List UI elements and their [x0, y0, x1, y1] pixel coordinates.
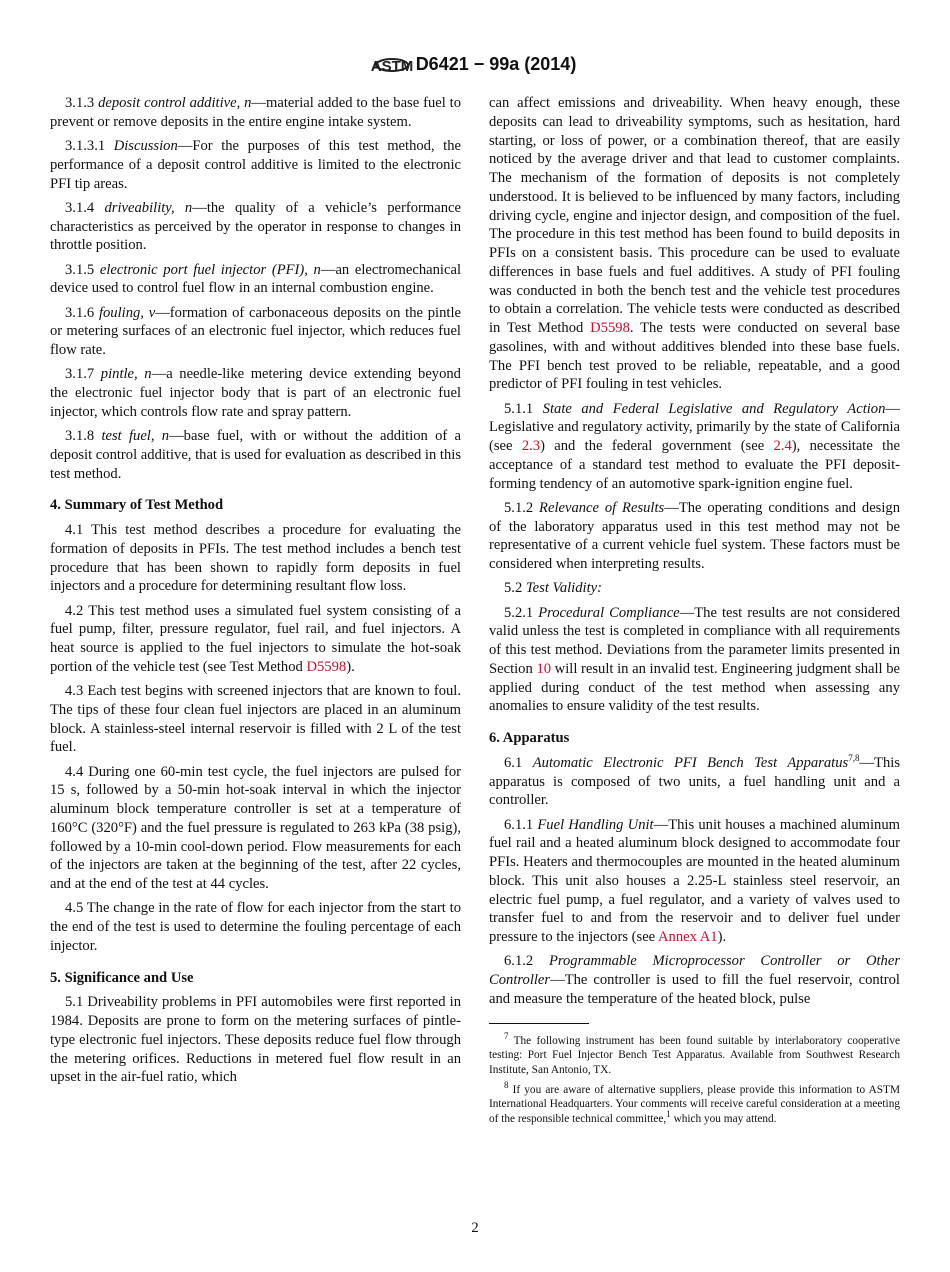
paragraph [50, 521, 461, 596]
paragraph [50, 993, 461, 1087]
text: The following instrument has been found suitable by interlaboratory cooperative testing: Port Fuel Injector Bench Test Apparatus. Available from Southwest Research Institute, San Antonio, TX. [489, 1034, 900, 1076]
paragraph [489, 499, 900, 574]
text: 4.4 During one 60-min test cycle, the fuel injectors are pulsed for 15 s, followed by a 50-min hot-soak interval in which the injector aluminum block temperature controller is set at a temperature of 160°C (320°F) and the fuel pressure is regulated to 263 kPa (38 psig), followed by a 10-min cool-down period. Flow measurements for each of the injectors are taken at the beginning of the test, after 22 cycles, and at the end of the test at 44 cycles. [50, 763, 461, 892]
text: 3.1.8 [65, 428, 102, 444]
footnote [489, 1030, 900, 1078]
paragraph [489, 754, 900, 810]
text: —Legislative and regulatory activity, primarily by the state of California (see [489, 400, 900, 454]
text: 5.2 [504, 580, 526, 597]
term: pintle, n [100, 366, 152, 383]
text: —For the purposes of this test method, the performance of a deposit control additive is limited to the electronic PFI tip areas. [50, 138, 462, 192]
text: 4.5 The change in the rate of flow for each injector from the start to the end of the test is used to determine the fouling percentage of each injector. [50, 900, 461, 954]
text: —the quality of a vehicle’s performance characteristics as perceived by the operator in response to changes in throttle position. [50, 199, 461, 254]
paragraph [489, 579, 900, 598]
superscript: 8 [504, 1079, 509, 1090]
text: . The tests were conducted on several base gasolines, with and without additives blended into these base fuels. The PFI bench test proved to be reliable, repeatable, and a good predictor of PFI fouling in test vehicles. [489, 320, 900, 393]
paragraph [489, 952, 900, 1008]
term: Automatic Electronic PFI Bench Test Apparatus [532, 754, 849, 771]
term: test fuel, n [101, 428, 170, 444]
text: which you may attend. [670, 1112, 777, 1125]
left-column [50, 94, 461, 1093]
text: 5.2.1 [504, 604, 539, 621]
page-number: 2 [471, 1220, 479, 1236]
text: ). [717, 929, 727, 945]
superscript: 7 [504, 1030, 509, 1041]
term: State and Federal Legislative and Regulatory Action [542, 400, 886, 417]
text: 3.1.5 [65, 261, 100, 278]
text: 6. Apparatus [489, 730, 570, 746]
text: 6.1.1 [504, 816, 538, 833]
text: 4.3 Each test begins with screened injectors that are known to foul. The tips of these four clean fuel injectors are placed in an aluminum block. A stainless-steel internal reservoir is filled with 2 L of the test fuel. [50, 683, 461, 756]
paragraph [489, 400, 900, 494]
term: driveability, n [104, 199, 193, 216]
text: —base fuel, with or without the addition of a deposit control additive, that is used for evaluation as described in this test method. [50, 428, 461, 482]
text: 6.1 [504, 754, 533, 771]
superscript: 1 [666, 1108, 671, 1119]
paragraph [489, 94, 900, 394]
superscript: 7,8 [848, 752, 860, 763]
term: Procedural Compliance [538, 604, 680, 621]
reference-link[interactable]: Annex A1 [658, 929, 718, 945]
text: —a needle-like metering device extending beyond the electronic fuel injector body that is part of an electronic fuel injector, which controls flow rate and spray pattern. [50, 366, 461, 420]
term: fouling, v [98, 304, 156, 321]
text: 3.1.3.1 [65, 138, 114, 154]
text: 4. Summary of Test Method [50, 497, 224, 514]
text: —material added to the base fuel to prevent or remove deposits in the entire engine intake system. [50, 95, 461, 130]
text: can affect emissions and driveability. When heavy enough, these deposits can lead to driveability symptoms, such as hesitation, hard starting, or loss of power, or a combination thereof, that are easily noticed by the average driver and that lead to customer complaints. The mechanism of the formation of deposits is not completely understood. It is believed to be influenced by many factors, including driving cycle, engine and injector design, and composition of the fuel. The procedure in this test method has been found to build deposits in PFIs on a consistent basis. This procedure can be used to evaluate differences in base fuels and fuel additives. A study of PFI fouling was conducted in both the bench test and the vehicle test procedures to obtain a correlation. The vehicle tests were conducted as described in Test Method [489, 95, 900, 336]
text: 5. Significance and Use [50, 969, 194, 986]
footnote-divider [489, 1023, 589, 1024]
paragraph [50, 199, 461, 255]
paragraph [50, 763, 461, 894]
term: Test Validity: [525, 580, 602, 597]
section-heading [50, 496, 461, 515]
text: will result in an invalid test. Engineering judgment shall be applied during conduct of the test method when assessing any anomalies to ensure validity of the test results. [489, 660, 900, 715]
astm-logo-icon [370, 50, 413, 80]
section-heading [489, 729, 900, 748]
footnotes [489, 1030, 900, 1127]
paragraph [50, 682, 461, 757]
paragraph [50, 304, 461, 360]
term: deposit control additive, n [98, 95, 252, 111]
text: —The test results are not considered valid unless the test is completed in compliance with all requirements of this test method. Deviations from the parameter limits presented in Section [489, 604, 901, 677]
text: ), necessitate the acceptance of a standard test method to evaluate the PFI deposit-forming tendency of an automotive spark-ignition engine fuel. [489, 438, 900, 492]
paragraph [50, 899, 461, 955]
text: 5.1 Driveability problems in PFI automobiles were first reported in 1984. Deposits are prone to form on the metering surfaces of pintle-type electronic fuel injectors. These deposits reduce fuel flow through the metering orifices. Reductions in metered fuel flow result in an upset in the air-fuel ratio, which [50, 994, 461, 1086]
text: 3.1.7 [65, 366, 101, 383]
designation: D6421 − 99a (2014) [415, 53, 577, 74]
reference-link[interactable]: D5598 [306, 658, 347, 675]
reference-link[interactable]: 2.4 [773, 438, 792, 454]
text: ). [346, 658, 355, 675]
term: Discussion [113, 138, 178, 154]
svg-text:ASTM: ASTM [370, 58, 413, 75]
text: 4.2 This test method uses a simulated fuel system consisting of a fuel pump, filter, pressure regulator, fuel rail, and fuel injectors. A heat source is applied to the fuel injectors to simulate the hot-soak portion of the vehicle test (see Test Method [50, 602, 461, 675]
text: 3.1.6 [65, 304, 99, 321]
paragraph [50, 94, 461, 132]
reference-link[interactable]: D5598 [590, 320, 630, 336]
text: —This apparatus is composed of two units, a fuel handling unit and a controller. [489, 754, 900, 809]
text: 3.1.3 [65, 95, 99, 111]
term: electronic port fuel injector (PFI), n [99, 261, 321, 278]
paragraph [50, 427, 461, 483]
paragraph [489, 604, 900, 717]
paragraph [50, 365, 461, 421]
term: Programmable Microprocessor Controller or Other Controller [489, 953, 900, 988]
text: —The controller is used to fill the fuel reservoir, control and measure the temperature of the heated block, pulse [489, 972, 900, 1007]
page-header [0, 50, 950, 80]
text: —This unit houses a machined aluminum fuel rail and a heated aluminum block designed to accommodate four PFIs. Heaters and thermocouples are mounted in the heated aluminum block. This unit also houses a 2.25-L stainless steel reservoir, an electric fuel pump, a fuel regulator, and a variety of valves used to transfer fuel to and from the reservoir and to deliver fuel under pressure to the injectors (see [489, 816, 900, 945]
reference-link[interactable]: 10 [536, 660, 552, 677]
reference-link[interactable]: 2.3 [521, 438, 541, 454]
text: —The operating conditions and design of the laboratory apparatus used in this test method may not be representative of a current vehicle fuel system. These factors must be considered when interpreting results. [489, 499, 900, 572]
text: ) and the federal government (see [540, 438, 774, 454]
text: —an electromechanical device used to control fuel flow in an internal combustion engine. [50, 261, 461, 297]
text: 6.1.2 [504, 953, 549, 970]
text: 5.1.2 [504, 499, 540, 516]
term: Relevance of Results [539, 499, 665, 516]
right-column [489, 94, 900, 1132]
paragraph [489, 816, 900, 947]
paragraph [50, 602, 461, 677]
text: 3.1.4 [65, 199, 105, 216]
footnote [489, 1079, 900, 1127]
paragraph [50, 137, 461, 193]
text: If you are aware of alternative suppliers, please provide this information to ASTM International Headquarters. Your comments will receive careful consideration at a meeting of the responsible technical committee, [489, 1083, 900, 1125]
text: —formation of carbonaceous deposits on the pintle or metering surfaces of an electronic fuel injector, which reduces fuel flow rate. [50, 304, 461, 358]
section-heading [50, 969, 461, 988]
text: 4.1 This test method describes a procedure for evaluating the formation of deposits in PFIs. The test method includes a bench test procedure that has been shown to rapidly form deposits in fuel injectors and a procedure for determining resultant flow loss. [50, 522, 461, 595]
paragraph [50, 261, 461, 299]
text: 5.1.1 [504, 400, 543, 417]
term: Fuel Handling Unit [537, 816, 654, 833]
